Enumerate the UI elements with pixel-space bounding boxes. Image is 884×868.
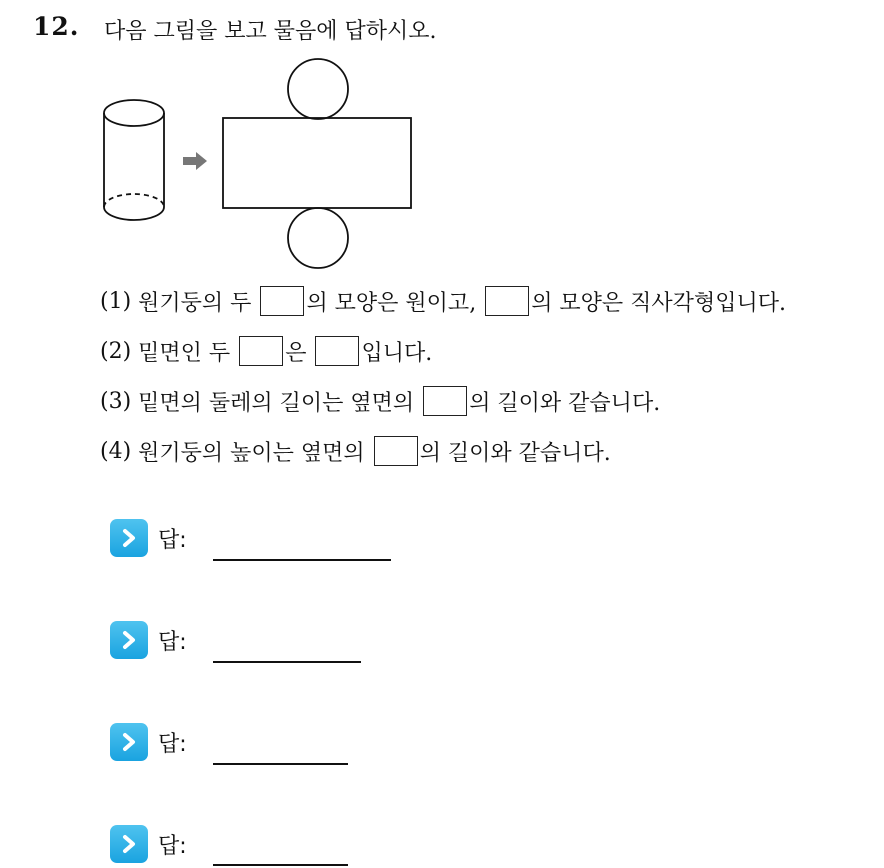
answer-line-4[interactable] [213,864,348,866]
answer-row-2 [110,620,187,660]
sub-question-text: 의 모양은 직사각형입니다. [531,290,786,316]
question-number: 12. [33,12,80,41]
answer-blank[interactable] [239,336,283,366]
top-circle [288,59,348,119]
answer-label: 답: [158,527,187,553]
answer-row-4 [110,824,187,864]
answer-blank[interactable] [485,286,529,316]
sub-question-1 [100,284,786,318]
sub-question-text: 입니다. [361,340,433,366]
answer-line-1[interactable] [213,559,391,561]
answer-blank[interactable] [423,386,467,416]
cylinder-net [223,59,411,268]
sub-question-text: 밑면의 둘레의 길이는 옆면의 [138,390,415,416]
sub-question-text: 원기둥의 높이는 옆면의 [138,440,365,466]
bottom-circle [288,208,348,268]
sub-question-3 [100,384,660,418]
sub-question-text: 원기둥의 두 [138,290,252,316]
answer-label: 답: [158,629,187,655]
answer-blank[interactable] [315,336,359,366]
answer-line-3[interactable] [213,763,348,765]
answer-row-3 [110,722,187,762]
answer-label: 답: [158,833,187,859]
sub-question-label: (3) [100,388,132,414]
sub-question-text: 은 [285,340,307,366]
question-text: 다음 그림을 보고 물음에 답하시오. [104,19,437,44]
sub-question-2 [100,334,432,368]
chevron-right-icon [110,519,148,557]
chevron-right-icon [110,723,148,761]
sub-question-label: (4) [100,438,132,464]
answer-row-1 [110,518,187,558]
cylinder-icon [104,100,164,220]
answer-blank[interactable] [260,286,304,316]
sub-question-text: 의 길이와 같습니다. [419,440,611,466]
answer-blank[interactable] [374,436,418,466]
cylinder-net-figure [96,56,426,274]
arrow-right-icon [183,152,207,170]
side-rectangle [223,118,411,208]
answer-label: 답: [158,731,187,757]
sub-question-text: 의 길이와 같습니다. [469,390,661,416]
sub-question-label: (1) [100,288,132,314]
chevron-right-icon [110,621,148,659]
chevron-right-icon [110,825,148,863]
sub-question-4 [100,434,611,468]
answer-line-2[interactable] [213,661,361,663]
sub-question-text: 의 모양은 원이고, [306,290,477,316]
sub-question-text: 밑면인 두 [138,340,231,366]
sub-question-label: (2) [100,338,132,364]
